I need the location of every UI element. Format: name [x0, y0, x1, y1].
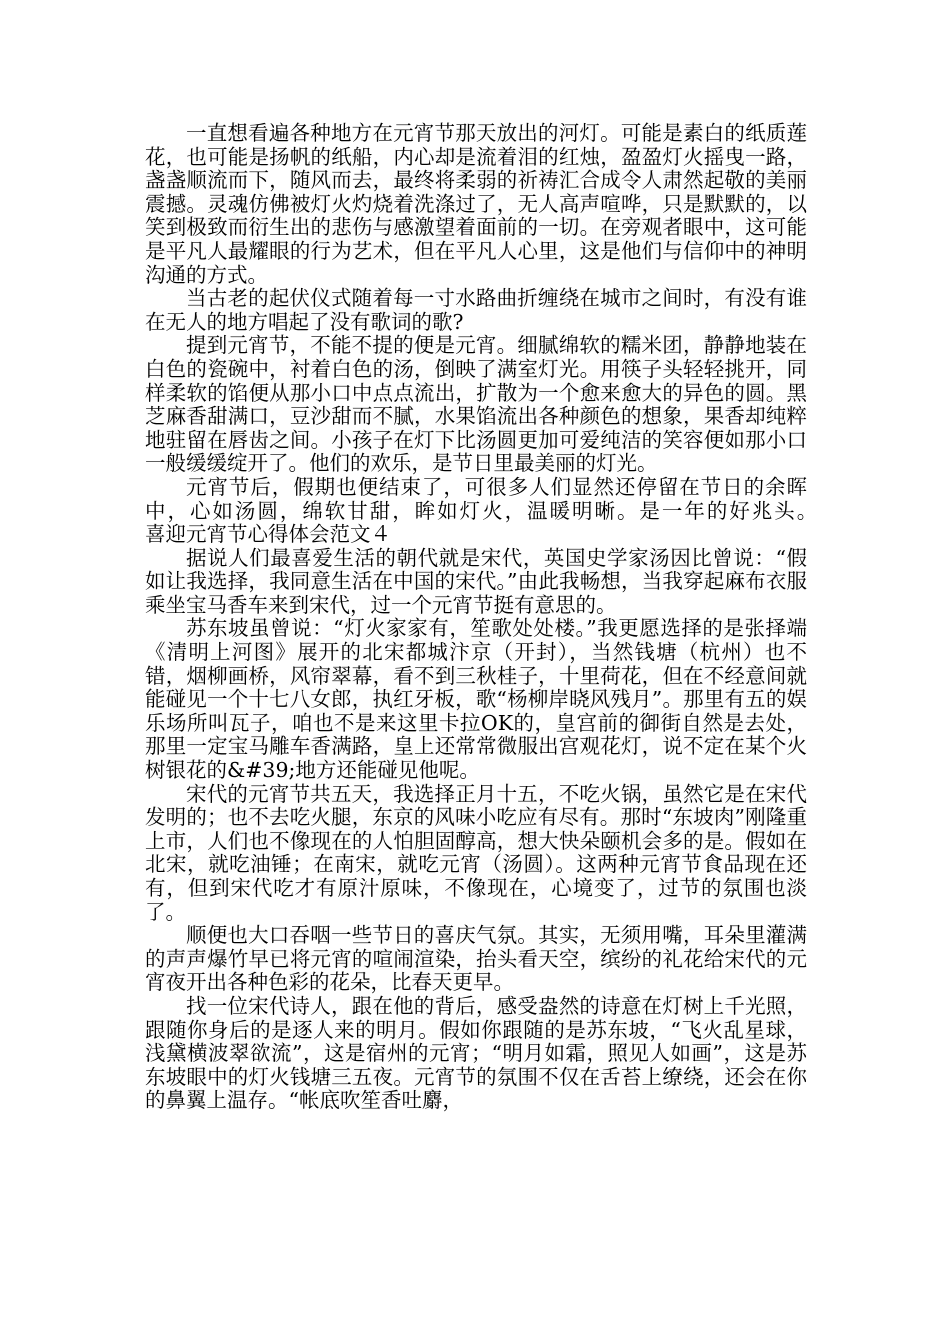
paragraph-1: 一直想看遍各种地方在元宵节那天放出的河灯。可能是素白的纸质莲花，也可能是扬帆的纸船，内心却是流着泪的红烛，盈盈灯火摇曳一路，盏盏顺流而下，随风而去，最终将柔弱的祈祷汇合成令人肃然起敬的美丽震撼。灵魂仿佛被灯火灼烧着洗涤过了，无人高声喧哗，只是默默的，以笑到极致而衍生出的悲伤与感激望着面前的一切。在旁观者眼中，这可能是平凡人最耀眼的行为艺术，但在平凡人心里，这是他们与信仰中的神明沟通的方式。 [145, 121, 807, 287]
paragraph-4: 元宵节后，假期也便结束了，可很多人们显然还停留在节日的余晖中，心如汤圆，绵软甘甜，眸如灯火，温暖明晰。是一年的好兆头。 喜迎元宵节心得体会范文４ [145, 474, 848, 547]
paragraph-5: 据说人们最喜爱生活的朝代就是宋代，英国史学家汤因比曾说：“假如让我选择，我同意生活在中国的宋代。”由此我畅想，当我穿起麻布衣服乘坐宝马香车来到宋代，过一个元宵节挺有意思的。 [145, 545, 807, 617]
paragraph-2: 当古老的起伏仪式随着每一寸水路曲折缠绕在城市之间时，有没有谁在无人的地方唱起了没有歌词的歌? [145, 286, 807, 334]
paragraph-9: 找一位宋代诗人，跟在他的背后，感受盎然的诗意在灯树上千光照，跟随你身后的是逐人来的明月。假如你跟随的是苏东坡，“飞火乱星球，浅黛横波翠欲流”，这是宿州的元宵；“明月如霜，照见人如画”，这是苏东坡眼中的灯火钱塘三五夜。元宵节的氛围不仅在舌苔上缭绕，还会在你的鼻翼上温存。“帐底吹笙香吐麝， [145, 993, 807, 1113]
paragraph-3: 提到元宵节，不能不提的便是元宵。细腻绵软的糯米团，静静地装在白色的瓷碗中，衬着白色的汤，倒映了满室灯光。用筷子头轻轻挑开，同样柔软的馅便从那小口中点点流出，扩散为一个愈来愈大的异色的圆。黑芝麻香甜满口，豆沙甜而不腻，水果馅流出各种颜色的想象，果香却纯粹地驻留在唇齿之间。小孩子在灯下比汤圆更加可爱纯洁的笑容便如那小口一般缓缓绽开了。他们的欢乐，是节日里最美丽的灯光。 [145, 333, 807, 476]
paragraph-7: 宋代的元宵节共五天，我选择正月十五，不吃火锅，虽然它是在宋代发明的；也不去吃火腿，东京的风味小吃应有尽有。那时“东坡肉”刚隆重上市，人们也不像现在的人怕胆固醇高，想大快朵颐机会多的是。假如在北宋，就吃油锤；在南宋，就吃元宵（汤圆）。这两种元宵节食品现在还有，但到宋代吃才有原汁原味，不像现在，心境变了，过节的氛围也淡了。 [145, 781, 807, 924]
document-body [145, 121, 848, 1113]
paragraph-8: 顺便也大口吞咽一些节日的喜庆气氛。其实，无须用嘴，耳朵里灌满的声声爆竹早已将元宵的喧闹渲染，抬头看天空，缤纷的礼花给宋代的元宵夜开出各种色彩的花朵，比春天更早。 [145, 923, 807, 995]
paragraph-6: 苏东坡虽曾说：“灯火家家有，笙歌处处楼。”我更愿选择的是张择端《清明上河图》展开的北宋都城汴京（开封），当然钱塘（杭州）也不错，烟柳画桥，风帘翠幕，看不到三秋桂子，十里荷花，但在不经意间就能碰见一个十七八女郎，执红牙板，歌“杨柳岸晓风残月”。那里有五的娱乐场所叫瓦子，咱也不是来这里卡拉OK的，皇宫前的御街自然是去处，那里一定宝马雕车香满路，皇上还常常微服出宫观花灯，说不定在某个火树银花的&#39;地方还能碰见他呢。 [145, 616, 807, 783]
